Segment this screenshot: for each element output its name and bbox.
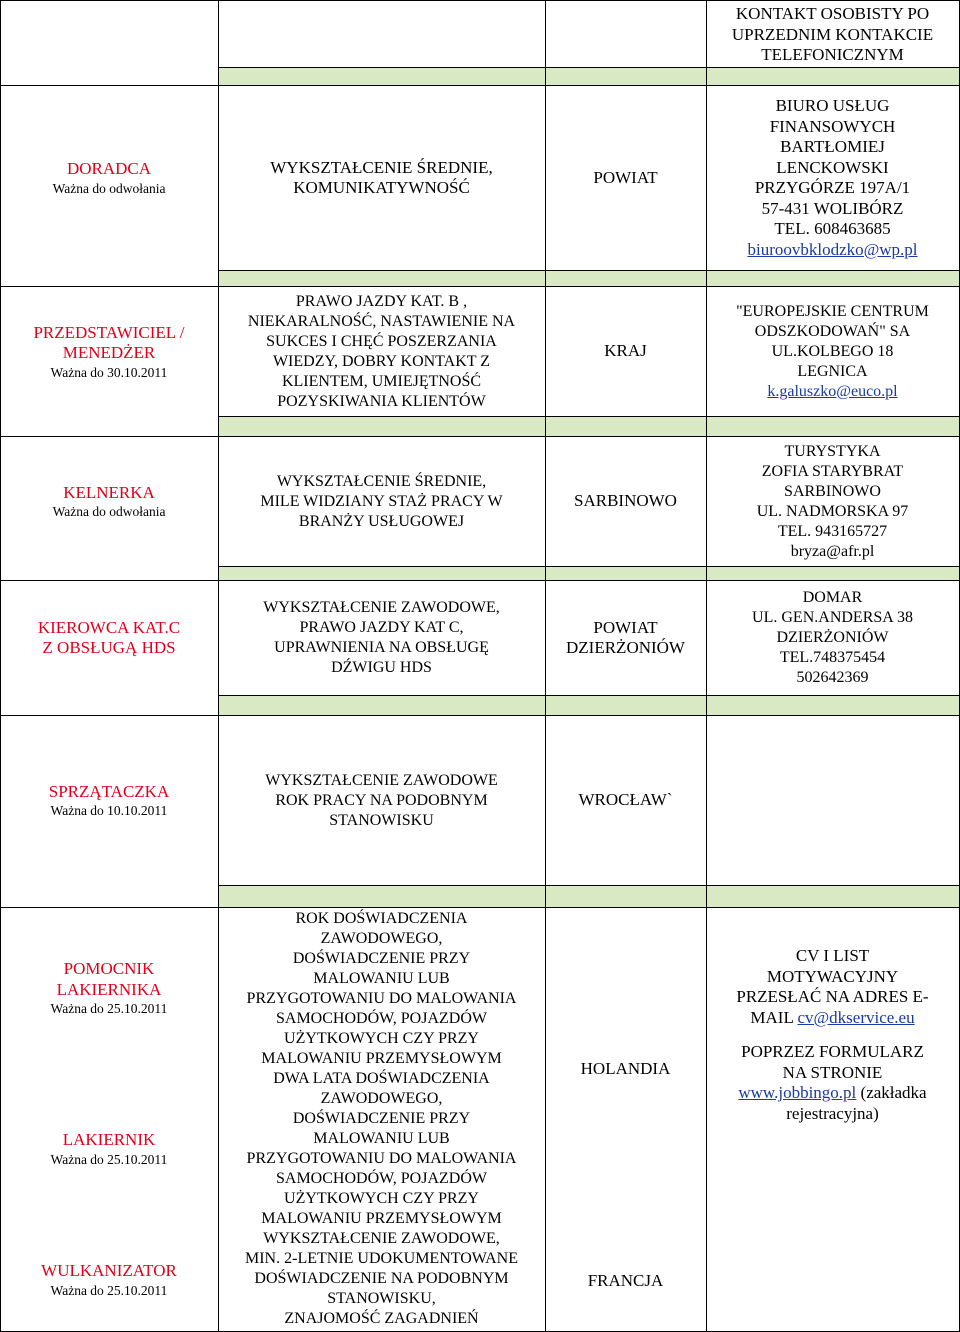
location-cell — [545, 437, 706, 566]
contact-cell — [706, 581, 959, 695]
requirement-line: SAMOCHODÓW, POJAZDÓW — [276, 1170, 487, 1187]
requirement-line: DOŚWIADCZENIE PRZY — [292, 1110, 471, 1127]
email-link[interactable]: biuroovbklodzko@wp.pl — [747, 239, 918, 259]
requirement-line: ZAWODOWEGO, — [320, 1090, 443, 1107]
job-title: DORADCA — [66, 159, 152, 179]
requirement-line: BRANŻY USŁUGOWEJ — [298, 512, 465, 530]
requirement-line: WYKSZTAŁCENIE ŚREDNIE, — [276, 472, 487, 490]
location-cell — [545, 581, 706, 695]
separator-band — [218, 270, 959, 286]
requirements-cell — [218, 287, 545, 416]
job-title-cell — [0, 287, 218, 416]
requirement-line: SAMOCHODÓW, POJAZDÓW — [276, 1010, 487, 1027]
contact-line: BIURO USŁUG — [775, 96, 890, 115]
validity-note: Ważna do odwołania — [52, 504, 166, 520]
contact-line: NA STRONIE — [782, 1062, 883, 1082]
requirements-cell — [218, 437, 545, 566]
requirement-line: KLIENTEM, UMIEJĘTNOŚĆ — [281, 372, 482, 390]
requirements-cell — [218, 908, 545, 1330]
requirement-line: ROK PRACY NA PODOBNYM — [275, 791, 488, 809]
location: HOLANDIA — [580, 1058, 671, 1078]
validity-note: Ważna do odwołania — [52, 180, 166, 196]
job-title-cell — [0, 86, 218, 270]
contact-line: rejestracyjna) — [786, 1103, 879, 1123]
requirement-line: WYKSZTAŁCENIE ZAWODOWE — [265, 771, 498, 789]
requirement-line: WYKSZTAŁCENIE ŚREDNIE, — [270, 157, 493, 177]
requirement-line: MALOWANIU PRZEMYSŁOWYM — [261, 1210, 502, 1227]
contact-line: 57-431 WOLIBÓRZ — [761, 198, 904, 218]
contact-line: ZOFIA STARYBRAT — [761, 462, 904, 480]
requirements-cell — [218, 716, 545, 885]
requirement-line: STANOWISKU, — [327, 1290, 436, 1307]
contact-line: CV I LIST — [795, 946, 870, 965]
requirement-line: ZNAJOMOŚĆ ZAGADNIEŃ — [284, 1310, 479, 1327]
header-line: UPRZEDNIM KONTAKCIE — [731, 24, 934, 44]
email-link[interactable]: cv@dkservice.eu — [797, 1007, 915, 1027]
location: DZIERŻONIÓW — [566, 638, 685, 657]
mail-prefix: MAIL — [750, 1007, 798, 1027]
job-title-cell — [0, 716, 218, 885]
contact-line — [750, 1008, 914, 1029]
requirement-line: MILE WIDZIANY STAŻ PRACY W — [260, 492, 503, 510]
requirement-line: UŻYTKOWYCH CZY PRZY — [284, 1030, 479, 1047]
contact-line: 502642369 — [796, 669, 869, 686]
header-contact-column — [706, 4, 959, 66]
separator-band — [218, 885, 959, 907]
job-title: MENEDŻER — [62, 343, 156, 362]
job-title-cell — [0, 1120, 218, 1178]
requirement-line: UŻYTKOWYCH CZY PRZY — [284, 1190, 479, 1207]
validity-note: Ważna do 30.10.2011 — [50, 364, 168, 380]
validity-note: Ważna do 10.10.2011 — [50, 803, 168, 819]
contact-line: LENCKOWSKI — [776, 157, 889, 177]
job-title-cell — [0, 581, 218, 695]
requirement-line: PRZYGOTOWANIU DO MALOWANIA — [246, 1150, 517, 1167]
location: KRAJ — [604, 341, 647, 361]
contact-line: TURYSTYKA — [784, 442, 881, 460]
requirement-line: WIEDZY, DOBRY KONTAKT Z — [272, 352, 491, 370]
requirement-line: ZAWODOWEGO, — [320, 930, 443, 947]
contact-line: BARTŁOMIEJ — [780, 137, 885, 156]
separator-band — [218, 566, 959, 580]
job-title: LAKIERNIKA — [56, 979, 162, 999]
contact-line: bryza@afr.pl — [790, 542, 875, 560]
requirement-line: KOMUNIKATYWNOŚĆ — [293, 178, 470, 197]
website-link[interactable]: www.jobbingo.pl — [738, 1083, 857, 1102]
contact-line: UL. NADMORSKA 97 — [756, 502, 909, 520]
requirement-line: PRAWO JAZDY KAT. B , — [295, 292, 468, 310]
contact-line: PRZESŁAĆ NA ADRES E- — [736, 987, 929, 1006]
job-title: LAKIERNIK — [62, 1130, 156, 1150]
contact-line: DZIERŻONIÓW — [776, 629, 889, 646]
job-title: WULKANIZATOR — [41, 1261, 177, 1281]
contact-line: FINANSOWYCH — [769, 116, 896, 136]
location: FRANCJA — [587, 1270, 664, 1290]
separator-band — [218, 67, 959, 85]
contact-line: TEL.748375454 — [779, 649, 886, 666]
contact-line: "EUROPEJSKIE CENTRUM — [736, 302, 929, 320]
requirement-line: DOŚWIADCZENIE NA PODOBNYM — [254, 1270, 509, 1287]
contact-cell — [706, 946, 959, 1146]
job-title: KELNERKA — [63, 482, 155, 502]
requirement-line: PRAWO JAZDY KAT C, — [299, 619, 464, 636]
requirement-line: STANOWISKU — [329, 811, 434, 829]
contact-line: TEL. 608463685 — [774, 219, 891, 238]
requirement-line: NIEKARALNOŚĆ, NASTAWIENIE NA — [247, 312, 516, 330]
contact-line: PRZYGÓRZE 197A/1 — [754, 178, 911, 197]
contact-cell — [706, 437, 959, 566]
validity-note: Ważna do 25.10.2011 — [50, 1151, 168, 1167]
requirement-line: DWA LATA DOŚWIADCZENIA — [273, 1070, 490, 1087]
job-title-cell — [0, 437, 218, 566]
location: SARBINOWO — [574, 491, 677, 511]
job-title: KIEROWCA KAT.C — [37, 617, 181, 637]
job-title-cell — [0, 1251, 218, 1309]
validity-note: Ważna do 25.10.2011 — [50, 1282, 168, 1298]
location-cell — [545, 1268, 706, 1294]
job-title: SPRZĄTACZKA — [48, 781, 170, 801]
validity-note: Ważna do 25.10.2011 — [50, 1001, 168, 1016]
requirement-line: WYKSZTAŁCENIE ZAWODOWE, — [263, 1230, 500, 1247]
job-title: POMOCNIK — [63, 959, 155, 978]
contact-cell — [706, 86, 959, 270]
link-note: (zakładka — [856, 1083, 927, 1102]
contact-line: ODSZKODOWAŃ" SA — [754, 322, 911, 340]
requirement-line: MALOWANIU LUB — [313, 1130, 450, 1147]
contact-cell — [706, 287, 959, 416]
requirement-line: POZYSKIWANIA KLIENTÓW — [277, 392, 486, 410]
requirement-line: WYKSZTAŁCENIE ZAWODOWE, — [263, 599, 500, 616]
email-link[interactable]: k.galuszko@euco.pl — [767, 382, 898, 400]
job-title-cell — [0, 948, 218, 1028]
header-line: TELEFONICZNYM — [761, 45, 904, 65]
location: WROCŁAW` — [578, 790, 673, 810]
requirements-cell — [218, 581, 545, 695]
contact-line: LEGNICA — [797, 362, 868, 380]
requirements-cell — [218, 86, 545, 270]
requirement-line: MIN. 2-LETNIE UDOKUMENTOWANE — [245, 1250, 518, 1267]
contact-line: UL.KOLBEGO 18 — [771, 342, 894, 360]
location: POWIAT — [593, 617, 658, 637]
contact-line: DOMAR — [802, 589, 863, 606]
contact-line: MOTYWACYJNY — [766, 966, 899, 986]
job-title: PRZEDSTAWICIEL / — [33, 322, 185, 342]
contact-line: TEL. 943165727 — [777, 522, 888, 540]
header-line: KONTAKT OSOBISTY PO — [735, 4, 930, 24]
requirement-line: UPRAWNIENIA NA OBSŁUGĘ — [274, 639, 489, 656]
requirement-line: DOŚWIADCZENIE PRZY — [292, 950, 471, 967]
requirement-line: DŹWIGU HDS — [331, 659, 432, 676]
contact-line — [738, 1083, 926, 1104]
contact-line: POPRZEZ FORMULARZ — [741, 1042, 924, 1061]
location-cell — [545, 86, 706, 270]
separator-band — [218, 416, 959, 436]
contact-line: UL. GEN.ANDERSA 38 — [752, 609, 913, 626]
requirement-line: SUKCES I CHĘĆ POSZERZANIA — [266, 332, 497, 350]
separator-band — [218, 695, 959, 715]
requirement-line: PRZYGOTOWANIU DO MALOWANIA — [246, 990, 517, 1007]
location: POWIAT — [593, 167, 658, 187]
requirement-line: ROK DOŚWIADCZENIA — [295, 910, 468, 927]
location-cell — [545, 287, 706, 416]
location-cell — [545, 1056, 706, 1082]
location-cell — [545, 716, 706, 885]
requirement-line: MALOWANIU PRZEMYSŁOWYM — [261, 1050, 502, 1067]
contact-line: SARBINOWO — [784, 482, 881, 500]
job-title: Z OBSŁUGĄ HDS — [42, 638, 176, 657]
requirement-line: MALOWANIU LUB — [313, 970, 450, 987]
